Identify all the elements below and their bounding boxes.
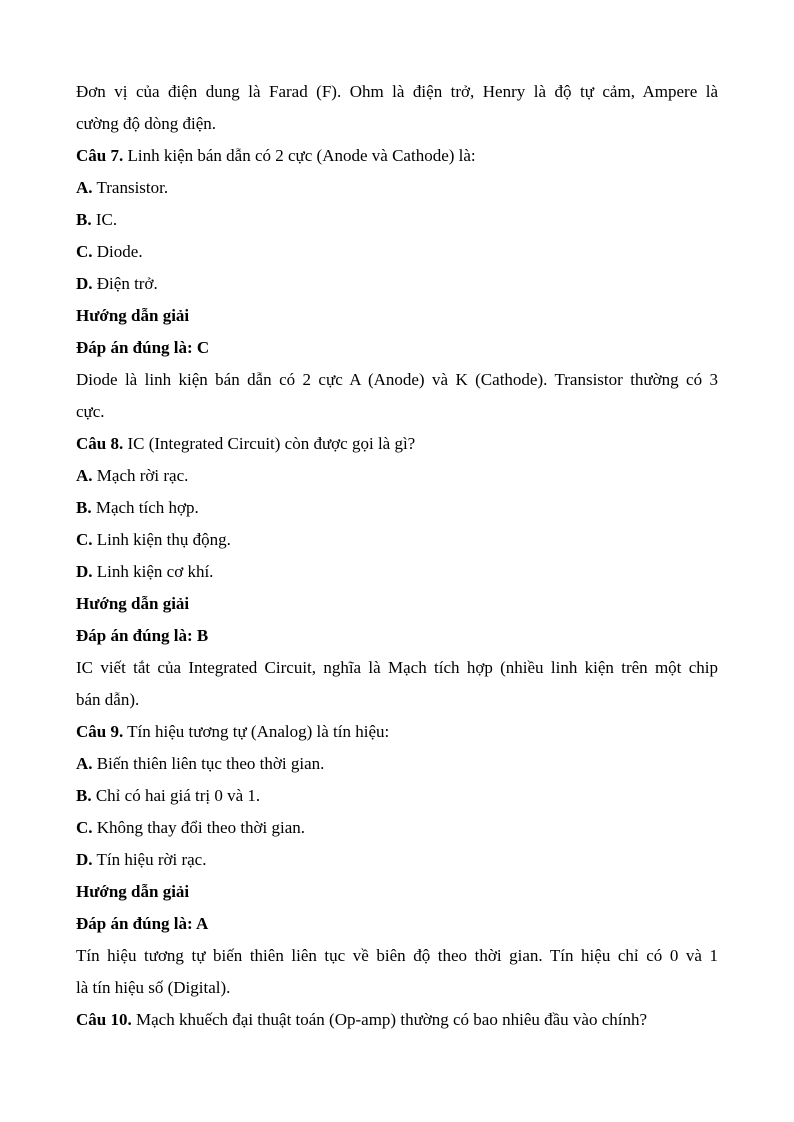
bold-text-run: A. <box>76 178 93 197</box>
text-run: Mạch tích hợp. <box>91 498 199 517</box>
text-run: Transistor. <box>92 178 169 197</box>
line-explanation <box>76 364 718 396</box>
bold-text-run: Đáp án đúng là: A <box>76 914 209 933</box>
text-run: Mạch rời rạc. <box>92 466 189 485</box>
line-explanation <box>76 396 718 428</box>
text-run: là tín hiệu số (Digital). <box>76 978 231 997</box>
text-run: cường độ dòng điện. <box>76 114 217 133</box>
text-run: Linh kiện bán dẫn có 2 cực (Anode và Cathode) là: <box>123 146 476 165</box>
bold-text-run: C. <box>76 530 93 549</box>
line-option <box>76 556 718 588</box>
line-question <box>76 1004 718 1036</box>
line-explanation <box>76 684 718 716</box>
line-option <box>76 492 718 524</box>
text-run: IC. <box>91 210 118 229</box>
line-question <box>76 428 718 460</box>
text-run: Linh kiện cơ khí. <box>92 562 214 581</box>
bold-text-run: Câu 7. <box>76 146 124 165</box>
bold-text-run: D. <box>76 274 93 293</box>
text-run: Diode là linh kiện bán dẫn có 2 cực A (Anode) và K (Cathode). Transistor thường có 3 <box>76 370 718 389</box>
line-question <box>76 140 718 172</box>
bold-text-run: Câu 8. <box>76 434 124 453</box>
line-explanation <box>76 652 718 684</box>
bold-text-run: A. <box>76 754 93 773</box>
line-option <box>76 812 718 844</box>
line-option <box>76 172 718 204</box>
text-run: Điện trở. <box>92 274 158 293</box>
bold-text-run: B. <box>76 786 92 805</box>
text-run: Đơn vị của điện dung là Farad (F). Ohm là điện trở, Henry là độ tự cảm, Ampere là <box>76 82 718 101</box>
text-run: Tín hiệu rời rạc. <box>92 850 207 869</box>
bold-text-run: Hướng dẫn giải <box>76 594 190 613</box>
line-solution-heading <box>76 876 718 908</box>
bold-text-run: Câu 10. <box>76 1010 132 1029</box>
line-option <box>76 268 718 300</box>
bold-text-run: Đáp án đúng là: B <box>76 626 209 645</box>
text-run: Tín hiệu tương tự biến thiên liên tục về biên độ theo thời gian. Tín hiệu chỉ có 0 và 1 <box>76 946 718 965</box>
document-content <box>76 76 718 1036</box>
line-option <box>76 844 718 876</box>
text-run: Chỉ có hai giá trị 0 và 1. <box>91 786 261 805</box>
text-run: cực. <box>76 402 105 421</box>
text-run: Diode. <box>92 242 143 261</box>
line-paragraph <box>76 108 718 140</box>
bold-text-run: Hướng dẫn giải <box>76 882 190 901</box>
line-question <box>76 716 718 748</box>
line-solution-heading <box>76 588 718 620</box>
line-explanation <box>76 972 718 1004</box>
bold-text-run: D. <box>76 850 93 869</box>
line-answer <box>76 908 718 940</box>
text-run: Mạch khuếch đại thuật toán (Op-amp) thường có bao nhiêu đầu vào chính? <box>131 1010 648 1029</box>
line-option <box>76 460 718 492</box>
text-run: IC viết tắt của Integrated Circuit, nghĩa là Mạch tích hợp (nhiều linh kiện trên một chip <box>76 658 718 677</box>
text-run: Không thay đổi theo thời gian. <box>92 818 306 837</box>
line-option <box>76 748 718 780</box>
text-run: bán dẫn). <box>76 690 140 709</box>
bold-text-run: Câu 9. <box>76 722 124 741</box>
line-paragraph <box>76 76 718 108</box>
text-run: Linh kiện thụ động. <box>92 530 231 549</box>
line-answer <box>76 332 718 364</box>
line-solution-heading <box>76 300 718 332</box>
line-explanation <box>76 940 718 972</box>
bold-text-run: C. <box>76 242 93 261</box>
bold-text-run: C. <box>76 818 93 837</box>
line-option <box>76 524 718 556</box>
line-option <box>76 236 718 268</box>
text-run: Biến thiên liên tục theo thời gian. <box>92 754 325 773</box>
line-option <box>76 780 718 812</box>
line-option <box>76 204 718 236</box>
bold-text-run: D. <box>76 562 93 581</box>
text-run: Tín hiệu tương tự (Analog) là tín hiệu: <box>123 722 390 741</box>
bold-text-run: B. <box>76 210 92 229</box>
line-answer <box>76 620 718 652</box>
bold-text-run: B. <box>76 498 92 517</box>
bold-text-run: Hướng dẫn giải <box>76 306 190 325</box>
bold-text-run: Đáp án đúng là: C <box>76 338 210 357</box>
text-run: IC (Integrated Circuit) còn được gọi là gì? <box>123 434 416 453</box>
bold-text-run: A. <box>76 466 93 485</box>
